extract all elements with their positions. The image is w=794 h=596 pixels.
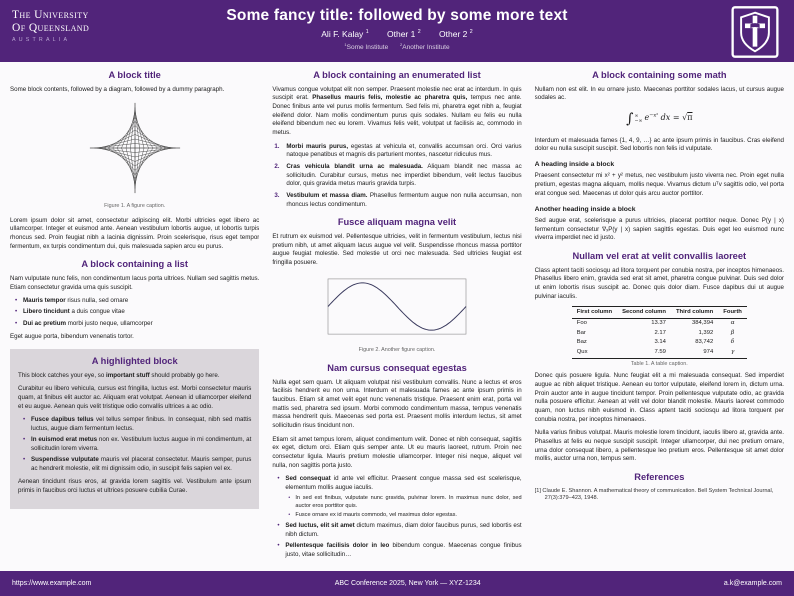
enum-item-lead: Vestibulum et massa diam. (286, 192, 368, 200)
references-list (535, 488, 784, 503)
author (387, 29, 421, 39)
list-item (31, 416, 251, 433)
author-affil-mark: 1 (365, 29, 369, 36)
table-caption: Table 1. A table caption. (630, 360, 688, 367)
university-name-line2: Of Queensland (12, 22, 90, 35)
list-item-lead: Mauris tempor (23, 297, 66, 305)
block-table-paragraph-3: Nulla varius finibus volutpat. Mauris molestie lorem tincidunt, iaculis libero at, gravida ante. Phasellus at felis eu neque suscipit suscipit. Integer ullamcorper, dui nec pretium ornare, urna dolor consequat libero, a pellentesque leo pretium eros. Pellentesque sit amet dolor mollis, auctor urna non, tempus sem. (534, 429, 784, 463)
figure-1-caption: Figure 1. A figure caption. (104, 203, 166, 210)
highlighted-block-outro: Aenean tincidunt risus eros, at gravida lorem sagittis vel. Vestibulum ante ipsum primis in faucibus orci luctus et ultrices posuere cubilia Curae. (18, 478, 252, 495)
highlighted-bullet-list (18, 416, 251, 473)
enum-item-text: Phasellus fermentum augue non nulla accumsan, non rhoncus lectus condimentum. (286, 192, 522, 208)
author-affil-mark: 2 (469, 29, 473, 36)
table-cell: Baz (576, 339, 587, 346)
formula-base: e (644, 113, 650, 123)
block-table-intro: Class aptent taciti sociosqu ad litora torquent per conubia nostra, per inceptos himenaeos. Phasellus libero enim, gravida sed erat sit amet, pharetra congue pulvinar. Duis sed dolor ut enim lobortis risus suscipit ac. Donec quis dolor diam. Fusce dapibus dui ut augue pulvinar iaculis. (534, 266, 784, 300)
list-item (285, 522, 521, 539)
enum-item (286, 192, 521, 209)
uq-shield-logo (730, 5, 780, 64)
block-enum-intro (272, 86, 521, 138)
block-math-paragraph: Interdum et malesuada fames {1, 4, 9, …} ac ante ipsum primis in faucibus. Cras eleifend dolor eu nulla suscipit suscipit. Sed lobortis non felis id vulputate. (534, 136, 784, 153)
affiliation-mark: 1 (344, 41, 347, 47)
author-name: Other 2 (439, 29, 468, 39)
list-item-text: bibendum congue. Maecenas congue finibus justo, vitae sollicitudin… (285, 542, 522, 558)
figure-2-plot (318, 273, 476, 342)
figure-1-plot (83, 99, 187, 197)
highlighted-block (10, 349, 259, 509)
affiliations-line (0, 42, 794, 51)
poster-header (0, 0, 794, 62)
data-table (572, 306, 747, 358)
block-egestas-heading: Nam cursus consequat egestas (327, 363, 467, 374)
catch-post: should probably go here. (149, 371, 220, 379)
affiliation-name: Some Institute (346, 43, 389, 51)
author (439, 29, 473, 39)
affiliation-mark: 2 (400, 41, 403, 47)
university-logo (12, 9, 89, 44)
formula-exponent: −x² (649, 112, 659, 119)
list-item-text: risus nulla, sed ornare (65, 297, 129, 305)
block-title-paragraph: Lorem ipsum dolor sit amet, consectetur adipiscing elit. Morbi ultricies eget libero ac ullamcorper. Integer et euismod ante. Aenean vestibulum lobortis augue, ut lobortis turpis rhoncus sed. Proin feugiat nibh a lacinia dignissim. Proin scelerisque, risus eget tempor fermentum, ex turpis condimentum dui, quis malesuada sapien arcu eu purus. (10, 216, 260, 250)
integral-limits (634, 114, 642, 125)
list-item (23, 297, 259, 306)
footer-conference-info: ABC Conference 2025, New York — XYZ-1234 (334, 580, 481, 587)
reference-item: [1] Claude E. Shannon. A mathematical theory of communication. Bell System Technical Journal, 27(3):379–423, 1948. (534, 487, 774, 502)
university-name-line3: AUSTRALIA (12, 37, 71, 44)
inner-heading-2-paragraph: Sed augue erat, scelerisque a purus ultricies, placerat porttitor neque. Donec P(y | x) fermentum consectetur ∇ₓP(y | x) sapien sagittis egestas. Duis eget leo euismod nunc viverra imperdiet nec id justo. (534, 217, 784, 242)
figure-1 (10, 99, 259, 210)
block-egestas-paragraph-1: Nulla eget sem quam. Ut aliquam volutpat nisi vestibulum convallis. Nunc a lectus et eros facilisis hendrerit eu non urna. Interdum et malesuada fames ac ante ipsum primis in faucibus. Etiam sit amet velit eget nunc venenatis tristique. Praesent enim erat, porta vel mattis sed, pharetra sed ipsum. Morbi commodo condimentum massa, tempus venenatis massa hendrerit quis. Maecenas sed porta est. Praesent mollis interdum lectus, sit amet sollicitudin risus tincidunt non. (272, 378, 522, 430)
affiliation (344, 41, 389, 51)
list-item (23, 320, 259, 329)
list-item (285, 475, 521, 519)
affiliation (400, 41, 450, 51)
formula-differential: dx (660, 113, 671, 123)
list-item-lead: Sed luctus, elit sit amet (285, 522, 355, 530)
formula-expression (644, 113, 692, 122)
block-list-outro: Eget augue porta, bibendum venenatis tortor. (10, 333, 134, 341)
poster-body (0, 62, 794, 571)
list-item-lead: Suspendisse vulputate (31, 456, 99, 464)
table-cell: 974 (671, 348, 718, 358)
author-affil-mark: 2 (417, 29, 421, 36)
enum-item (286, 163, 521, 189)
enum-item-text: egestas at vehicula et, convallis accumsan orci. Orci varius natoque penatibus et magnis dis parturient montes, nascetur ridiculus mus. (286, 142, 522, 159)
bullet-list (10, 297, 259, 328)
block-list-intro: Nam vulputate nunc felis, non condimentum lacus porta ultrices. Nullam sed sagittis metus. Etiam consectetur gravida urna quis suscipit. (10, 274, 260, 291)
table-header-cell: Fourth (718, 307, 747, 319)
author (321, 29, 368, 39)
list-item (31, 456, 251, 473)
footer-email-link[interactable]: a.k@example.com (723, 580, 782, 587)
footer-website-link[interactable]: https://www.example.com (12, 580, 92, 587)
table-cell: 13.37 (651, 320, 666, 327)
poster-title: Some fancy title: followed by some more text (226, 7, 568, 24)
list-item-text: non ex. Vestibulum luctus augue in mi condimentum, at sollicitudin lorem viverra. (31, 436, 252, 452)
equals-sign: = (672, 113, 680, 123)
table-row (572, 338, 747, 348)
list-item-text: id ante vel efficitur. Praesent congue massa sed est scelerisque, elementum mollis augue iaculis. (285, 475, 522, 492)
enum-item-text: Aliquam blandit nec massa ac sollicitudin. Curabitur cursus, metus nec imperdiet bibendum, velit lectus faucibus dolor, quis gravida metus mauris gravida turpis. (286, 163, 522, 188)
references-heading: References (634, 472, 685, 483)
list-item (285, 542, 521, 559)
table-row (572, 329, 747, 339)
column-2 (272, 66, 521, 565)
list-item-text: mauris vel placerat consectetur. Mauris semper, purus ac hendrerit molestie, elit mi dignissim odio, in suscipit felis sapien vel ex. (31, 456, 252, 472)
table-header-row (572, 307, 747, 319)
poster-footer (0, 571, 794, 596)
figure-2 (272, 273, 521, 355)
author-name: Other 1 (387, 29, 416, 39)
sub-list-item: • In sed est finibus, vulputate nunc gravida, pulvinar lorem. In maximus nunc dolor, sed auctor eros porttitor quis. (295, 495, 521, 511)
list-item-lead: Pellentesque facilisis dolor in leo (285, 542, 390, 550)
block-table-heading: Nullam vel erat at velit convallis laoreet (572, 251, 747, 262)
table-cell: 2.17 (654, 329, 666, 336)
block-list-heading: A block containing a list (81, 259, 188, 270)
list-item (31, 436, 251, 453)
inner-heading-2: Another heading inside a block (534, 205, 636, 213)
list-item-lead: Fusce dapibus tellus (31, 416, 94, 424)
table-cell: Foo (576, 320, 587, 327)
authors-line (0, 29, 794, 39)
enum-item-lead: Morbi mauris purus, (286, 142, 349, 150)
math-formula (535, 110, 784, 130)
integral-upper-limit: ∞ (634, 113, 639, 119)
block-enum-heading: A block containing an enumerated list (313, 70, 481, 80)
list-item-text: dictum maximus, diam dolor faucibus purus, sed lobortis est nibh dictum. (285, 522, 522, 538)
table-cell: 1,392 (698, 329, 714, 336)
catch-bold: important stuff (106, 371, 150, 379)
egestas-bullet-list (272, 475, 521, 559)
enumerated-list (272, 143, 521, 210)
table-cell: 7.59 (617, 348, 671, 358)
block-figure-heading: Fusce aliquam magna velit (337, 217, 457, 228)
block-title-heading: A block title (108, 70, 161, 80)
list-item-lead: Libero tincidunt (23, 308, 70, 316)
list-item (23, 308, 259, 317)
table-header-cell: Third column (671, 307, 718, 319)
table-cell: 3.14 (654, 339, 666, 346)
block-table-paragraph-2: Donec quis posuere ligula. Nunc feugiat elit a mi malesuada consequat. Sed imperdiet augue ac nibh aliquet tristique. Aenean eu tortor vulputate, eleifend lorem in, dictum urna. Proin auctor ante in augue tincidunt tempor. Proin pellentesque vulputate odio, ac gravida nulla posuere efficitur. Aenean at velit vel dolor blandit molestie. Mauris laoreet commodo quam, non luctus nibh euismod in. Class aptent taciti sociosqu ad litora torquent per conubia nostra, per inceptos himenaeos. (534, 372, 784, 423)
figure-2-caption: Figure 2. Another figure caption. (358, 347, 436, 354)
header-center (0, 0, 794, 51)
shield-icon (730, 5, 780, 59)
table-cell: β (730, 329, 735, 336)
intro-bold: Phasellus mauris felis, molestie ac pharetra quis, (312, 94, 468, 102)
table-cell: γ (718, 348, 747, 358)
column-3 (535, 66, 784, 565)
intro-post: tempus nec ante. Donec finibus ante vel purus mollis fermentum. Sed felis mi, pharetra eget nibh a, feugiat eleifend dolor. Nam mollis condimentum purus quis sodales. Nullam eu felis eu nulla eleifend bibendum nec eu lorem. Vivamus felis velit, volutpat ut facilisis ac, commodo in metus. (272, 94, 522, 137)
block-title-intro: Some block contents, followed by a diagram, followed by a dummy paragraph. (10, 85, 225, 93)
integral-symbol: ∫ (626, 111, 634, 128)
table-header-cell: Second column (617, 307, 671, 319)
nested-bullet-list (285, 495, 521, 520)
inner-heading-1-paragraph: Praesent consectetur mi x² + y² metus, nec vestibulum justo viverra nec. Proin eget nulla pretium, egestas magna aliquam, mollis neque. Vivamus dictum uᵀv sagittis odio, vel porta erat congue sed. Maecenas ut dolor quis arcu auctor porttitor. (534, 172, 784, 197)
enum-item (286, 143, 521, 160)
table-cell: Bar (576, 329, 586, 336)
list-item-text: morbi justo neque, ullamcorper (65, 319, 153, 327)
author-name: Ali F. Kalay (321, 29, 364, 39)
list-item-lead: Sed consequat (285, 475, 331, 483)
list-item-text: vel tellus semper finibus. In consequat, nibh sed mattis luctus, augue diam fermentum lectus. (31, 416, 252, 433)
block-figure-paragraph: Et rutrum ex euismod vel. Pellentesque ultricies, velit in fermentum vestibulum, lectus nisi pretium nibh, ut amet aliquam lacus augue vel velit. Suspendisse rhoncus massa porttitor augue feugiat molestie. Sed molestie ut orci nec malesuada. Sed ultricies feugiat est fringilla posuere. (272, 233, 522, 267)
list-item-text: a duis congue vitae (69, 308, 125, 316)
list-item-lead: Dui ac pretium (23, 319, 66, 327)
list-item-lead: In euismod erat metus (31, 436, 98, 444)
radical-sign: √ (682, 113, 688, 123)
table-header-cell: First column (572, 307, 617, 319)
table-cell: Qux (572, 348, 617, 358)
table-row (572, 348, 747, 358)
formula-result: π (687, 113, 693, 123)
table-cell: δ (730, 339, 735, 346)
sub-list-item: • Fusce ornare ex id mauris commodo, vel maximus dolor egestas. (295, 512, 521, 520)
catch-pre: This block catches your eye, so (18, 371, 107, 379)
table-cell: 384,394 (691, 320, 714, 327)
table-cell: α (730, 320, 735, 327)
block-egestas-paragraph-2: Etiam sit amet tempus lorem, aliquet condimentum velit. Donec et nibh consequat, sagittis ex eget, dictum orci. Etiam quis semper ante. Ut eu mauris laoreet, rutrum. Proin nec consectetur ligula. Mauris pretium molestie ullamcorper. Integer nisi neque, aliquet vel nulla, non sagittis porta justo. (272, 435, 522, 469)
intro-pre: Vivamus congue volutpat elit non semper. Praesent molestie nec erat ac interdum. In quis suscipit erat. (272, 85, 522, 102)
block-math-intro: Nullam non est elit. In eu ornare justo. Maecenas porttitor sodales lacus, ut cursus augue sodales ac. (534, 85, 784, 102)
column-1 (10, 66, 259, 565)
table-row (572, 319, 747, 329)
highlighted-block-paragraph: Curabitur eu libero vehicula, cursus est fringilla, luctus est. Morbi consectetur mauris quam, at finibus elit auctor ac. Aliquam erat volutpat. Aenean id ullamcorper eleifend et eu augue. Aenean quis velit tristique odio convallis ultrices a ac odio. (18, 385, 252, 410)
highlighted-block-heading: A highlighted block (91, 356, 178, 366)
table-cell: 83,742 (695, 339, 714, 346)
integral-lower-limit: −∞ (634, 119, 643, 125)
highlighted-block-catchline (18, 372, 251, 381)
block-math-heading: A block containing some math (592, 70, 727, 80)
affiliation-name: Another Institute (402, 43, 450, 51)
enum-item-lead: Cras vehicula blandit urna ac malesuada. (286, 163, 423, 171)
inner-heading-1: A heading inside a block (534, 160, 615, 168)
university-name-line1: The University (12, 9, 89, 21)
